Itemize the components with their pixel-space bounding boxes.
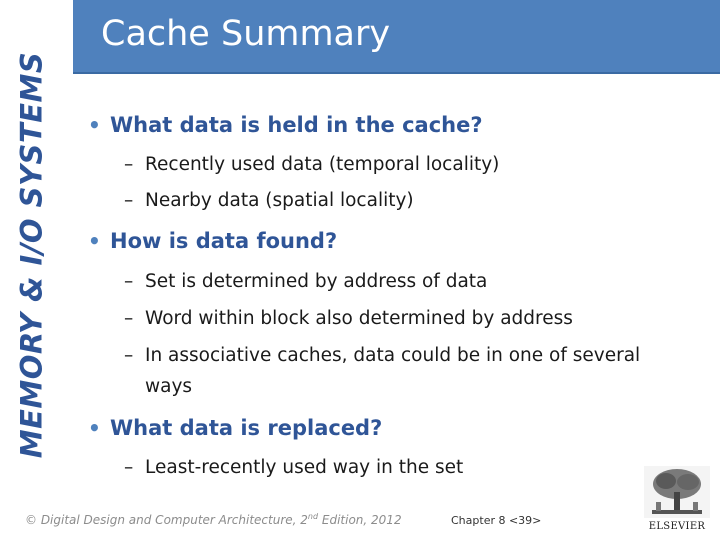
edition-superscript: nd <box>307 512 319 521</box>
bullet-text: What data is replaced? <box>110 416 383 440</box>
bullet-icon: • <box>88 229 101 253</box>
sub-text: In associative caches, data could be in one of several <box>145 345 641 366</box>
bullet-text: What data is held in the cache? <box>110 113 483 137</box>
elsevier-logo <box>644 466 710 532</box>
page-number: Chapter 8 <39> <box>451 514 542 527</box>
logo-wordmark: ELSEVIER <box>648 521 706 532</box>
bullet-icon: • <box>88 113 101 137</box>
sub-item <box>124 190 414 211</box>
sub-item <box>124 345 640 366</box>
sub-text: Set is determined by address of data <box>145 271 488 292</box>
sub-item <box>124 457 463 478</box>
sub-item <box>124 154 499 175</box>
sub-text: Recently used data (temporal locality) <box>145 154 500 175</box>
dash-icon: – <box>124 345 134 366</box>
copyright-suffix: Edition, 2012 <box>318 513 402 527</box>
bullet-item <box>88 113 483 137</box>
dash-icon: – <box>124 308 134 329</box>
sub-item <box>124 308 573 329</box>
sub-text: Word within block also determined by address <box>145 308 573 329</box>
tree-icon <box>644 466 710 518</box>
dash-icon: – <box>124 457 134 478</box>
bullet-text: How is data found? <box>110 229 338 253</box>
slide-title: Cache Summary <box>101 14 391 54</box>
sub-text: Nearby data (spatial locality) <box>145 190 414 211</box>
sub-text: Least-recently used way in the set <box>145 457 464 478</box>
dash-icon: – <box>124 271 134 292</box>
copyright-prefix: © Digital Design and Computer Architecture, 2 <box>25 513 308 527</box>
bullet-icon: • <box>88 416 101 440</box>
sub-item <box>124 271 487 292</box>
bullet-item <box>88 416 382 440</box>
sub-item-continuation: ways <box>145 376 193 397</box>
side-section-title-text: MEMORY & I/O SYSTEMS <box>14 51 49 459</box>
footer-copyright <box>25 512 402 527</box>
dash-icon: – <box>124 190 134 211</box>
dash-icon: – <box>124 154 134 175</box>
bullet-item <box>88 229 337 253</box>
